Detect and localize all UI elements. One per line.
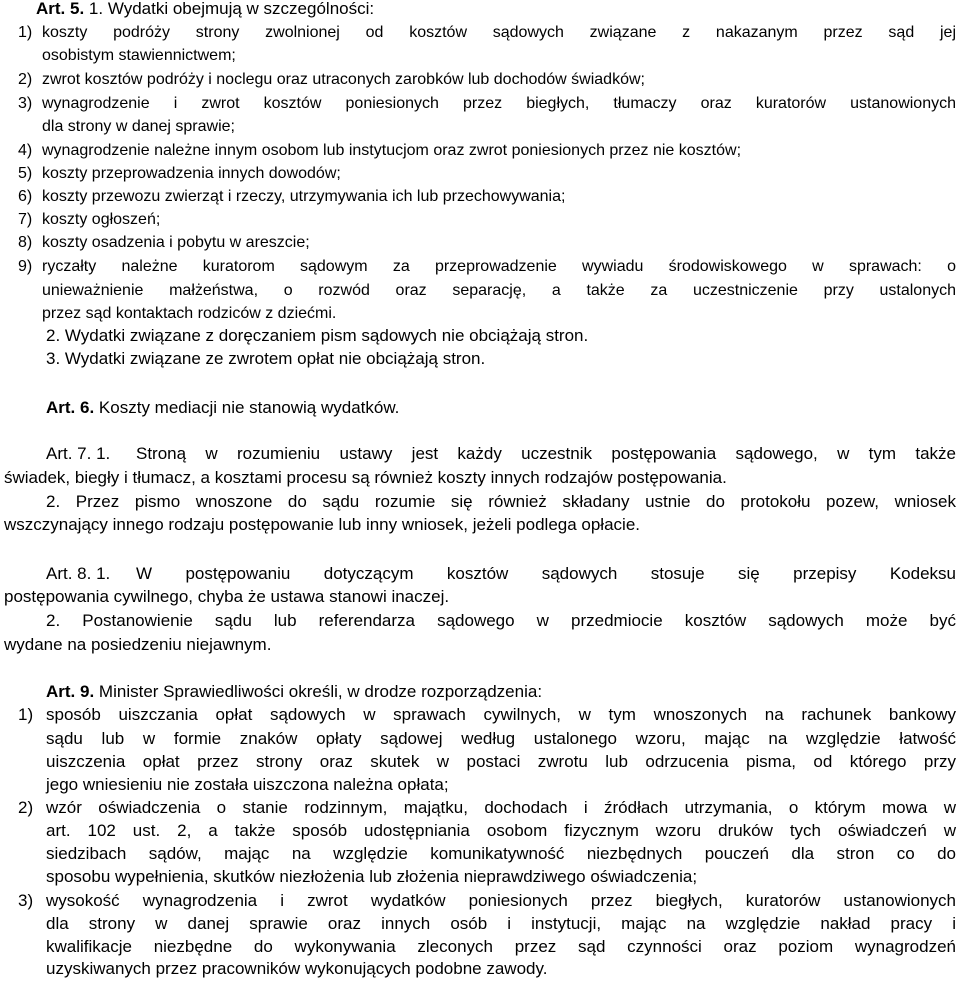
list-item-number: 1) bbox=[18, 24, 33, 41]
paragraph: 2. Wydatki związane z doręczaniem pism sądowych nie obciążają stron. bbox=[46, 326, 589, 345]
list-item-text: uiszczenia opłat przez strony oraz skutek w postaci zwrotu lub odrzucenia pisma, od którego przy bbox=[46, 752, 956, 771]
list-item-text: ryczałty należne kuratorom sądowym za przeprowadzenie wywiadu środowiskowego w sprawach: o bbox=[42, 258, 956, 275]
article-heading: Art. 5. bbox=[36, 0, 85, 18]
list-item-text: wzór oświadczenia o stanie rodzinnym, majątku, dochodach i źródłach utrzymania, o którym mowa w bbox=[46, 798, 956, 817]
list-item-text: siedzibach sądów, mając na względzie komunikatywność niezbędnych pouczeń dla stron co do bbox=[46, 844, 956, 863]
list-item-text: dla strony w danej sprawie oraz innych osób i instytucji, mając na względzie nakład pracy i bbox=[46, 914, 956, 933]
article-6-line bbox=[46, 396, 399, 420]
paragraph-line: Stroną w rozumieniu ustawy jest każdy uczestnik postępowania sądowego, w tym także bbox=[136, 444, 956, 463]
list-item-text: sposób uiszczania opłat sądowych w sprawach cywilnych, w tym wnoszonych na rachunek bankowy bbox=[46, 705, 956, 724]
article-text: Minister Sprawiedliwości określi, w drodze rozporządzenia: bbox=[98, 682, 543, 701]
list-item-text: uzyskiwanych przez pracowników wykonujących podobne zawody. bbox=[46, 959, 548, 978]
list-item-text: zwrot kosztów podróży i noclegu oraz utraconych zarobków lub dochodów świadków; bbox=[42, 71, 645, 88]
list-item-number: 9) bbox=[18, 258, 33, 275]
paragraph-line: 2. Postanowienie sądu lub referendarza sądowego w przedmiocie kosztów sądowych może być bbox=[46, 611, 956, 630]
list-item-number: 1) bbox=[18, 705, 34, 724]
list-item-text: koszty przewozu zwierząt i rzeczy, utrzymywania ich lub przechowywania; bbox=[42, 188, 566, 205]
list-item-text: kwalifikacje niezbędne do wykonywania zleconych przez sąd czynności oraz poziom wynagrodzeń bbox=[46, 937, 956, 956]
list-item-text: jego wniesieniu nie została uiszczona należna opłata; bbox=[46, 775, 449, 794]
list-item-number: 8) bbox=[18, 234, 33, 251]
list-item-text: wynagrodzenie i zwrot kosztów poniesionych przez biegłych, tłumaczy oraz kuratorów ustanowionych bbox=[42, 95, 956, 112]
list-item-number: 3) bbox=[18, 891, 34, 910]
list-item-number: 7) bbox=[18, 211, 33, 228]
paragraph: 3. Wydatki związane ze zwrotem opłat nie obciążają stron. bbox=[46, 349, 486, 368]
list-item-text: osobistym stawiennictwem; bbox=[42, 47, 236, 64]
list-item-text: koszty osadzenia i pobytu w areszcie; bbox=[42, 234, 310, 251]
list-item-text: koszty przeprowadzenia innych dowodów; bbox=[42, 165, 341, 182]
article-heading: Art. 6. bbox=[46, 398, 95, 417]
list-item-text: koszty ogłoszeń; bbox=[42, 211, 161, 228]
list-item-text: art. 102 ust. 2, a także sposób udostępniania osobom fizycznym wzoru druków tych oświadczeń w bbox=[46, 821, 956, 840]
paragraph-line: wszczynający innego rodzaju postępowanie lub inny wniosek, jeżeli podlega opłacie. bbox=[4, 515, 640, 534]
paragraph-line: 2. Przez pismo wnoszone do sądu rozumie się również składany ustnie do protokołu pozew, wniosek bbox=[46, 492, 956, 511]
article-heading: Art. 8. 1. bbox=[46, 564, 111, 583]
list-item-number: 6) bbox=[18, 188, 33, 205]
list-item-text: unieważnienie małżeństwa, o rozwód oraz separację, a także za uczestniczenie przy ustalonych bbox=[42, 282, 956, 299]
list-item-number: 5) bbox=[18, 165, 33, 182]
paragraph-line: W postępowaniu dotyczącym kosztów sądowych stosuje się przepisy Kodeksu bbox=[136, 564, 956, 583]
paragraph-line: postępowania cywilnego, chyba że ustawa stanowi inaczej. bbox=[4, 587, 450, 606]
list-item-number: 4) bbox=[18, 142, 33, 159]
article-heading: Art. 9. bbox=[46, 682, 95, 701]
paragraph-line: wydane na posiedzeniu niejawnym. bbox=[4, 635, 272, 654]
article-text: Koszty mediacji nie stanowią wydatków. bbox=[98, 398, 400, 417]
list-item-text: dla strony w danej sprawie; bbox=[42, 118, 235, 135]
list-item-text: sposobu wypełnienia, skutków niezłożenia lub złożenia nieprawdziwego oświadczenia; bbox=[46, 867, 698, 886]
list-item-text: wynagrodzenie należne innym osobom lub instytucjom oraz zwrot poniesionych przez nie kosztów; bbox=[42, 142, 742, 159]
article-text: 1. Wydatki obejmują w szczególności: bbox=[88, 0, 375, 18]
paragraph-line: świadek, biegły i tłumacz, a kosztami procesu są również koszty innych rodzajów postępowania. bbox=[4, 468, 727, 487]
article-9-intro-line bbox=[46, 680, 542, 704]
list-item-text: przez sąd kontaktach rodziców z dziećmi. bbox=[42, 305, 337, 322]
list-item-number: 3) bbox=[18, 95, 33, 112]
list-item-text: wysokość wynagrodzenia i zwrot wydatków poniesionych przez biegłych, kuratorów ustanowionych bbox=[46, 891, 956, 910]
list-item-number: 2) bbox=[18, 71, 33, 88]
list-item-number: 2) bbox=[18, 798, 34, 817]
article-heading: Art. 7. 1. bbox=[46, 444, 111, 463]
article-5-intro-line bbox=[36, 0, 374, 21]
list-item-text: koszty podróży strony zwolnionej od kosztów sądowych związane z nakazanym przez sąd jej bbox=[42, 24, 956, 41]
list-item-text: sądu lub w formie znaków opłaty sądowej według ustalonego wzoru, mając na względzie łatwość bbox=[46, 729, 956, 748]
